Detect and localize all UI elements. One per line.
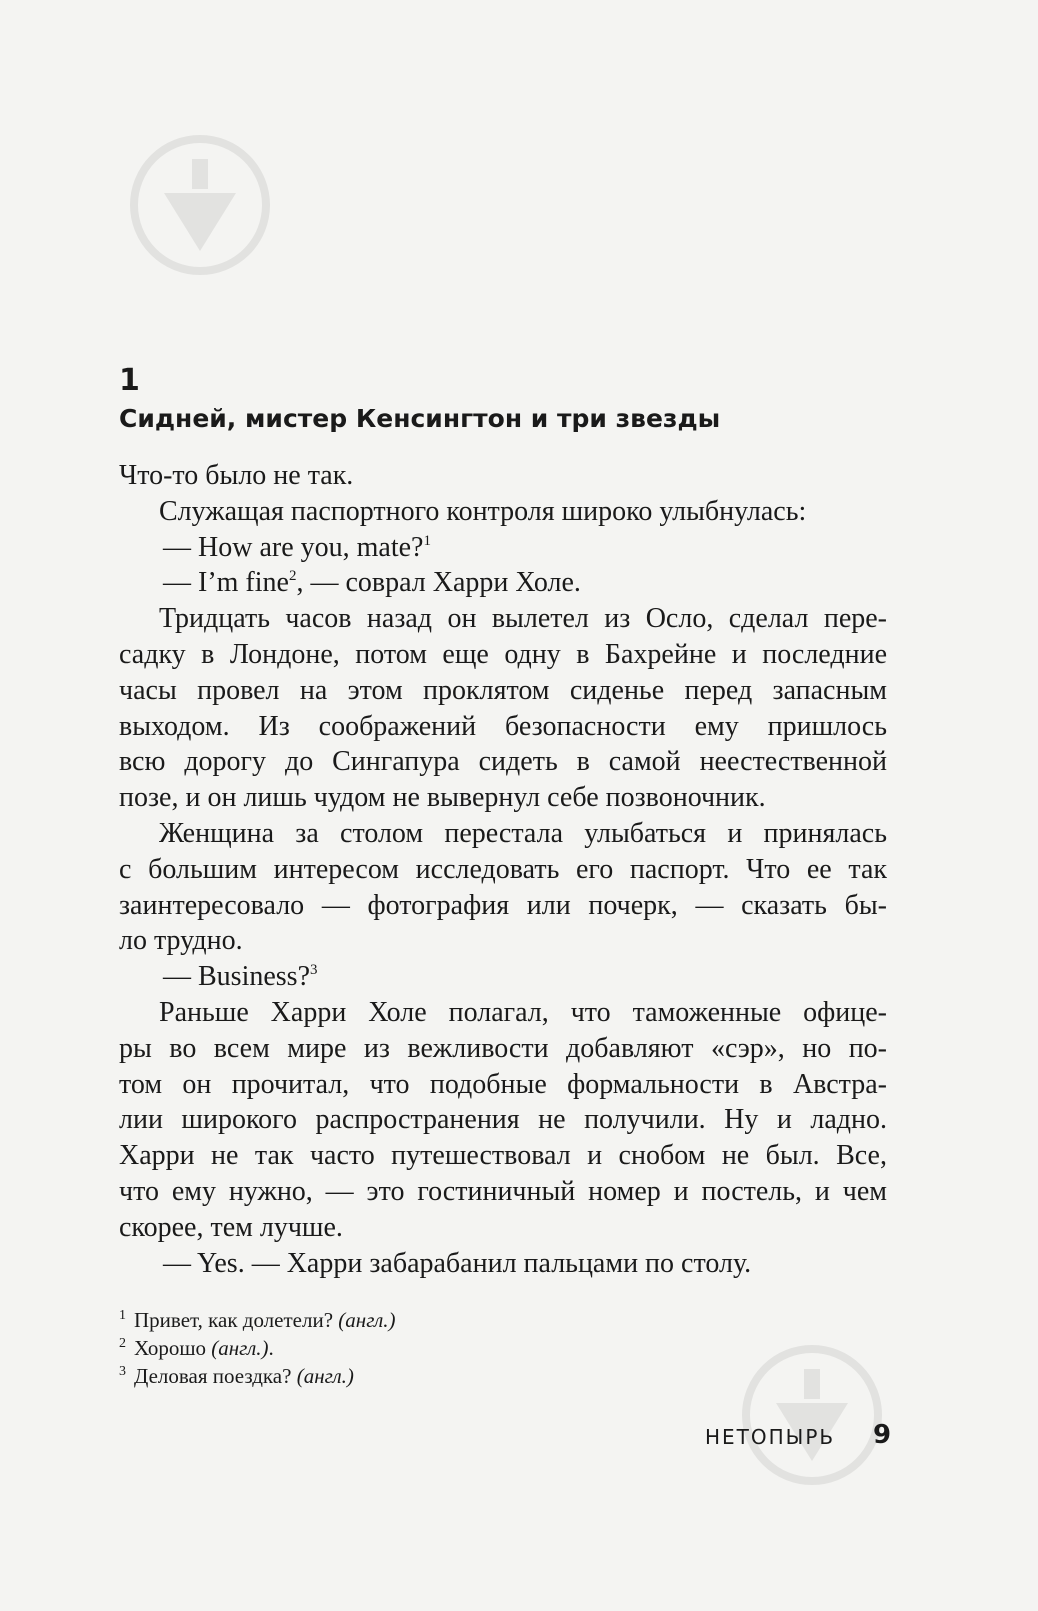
footnote-text: Деловая поездка? bbox=[134, 1364, 297, 1388]
watermark-download-icon bbox=[130, 135, 270, 275]
text-line: Раньше Харри Холе полагал, что таможенные офице- bbox=[159, 996, 887, 1028]
footnote-ref[interactable]: 2 bbox=[288, 568, 297, 585]
arrow-down-icon bbox=[770, 1369, 854, 1469]
footnote-text: Хорошо bbox=[134, 1336, 212, 1360]
footnote-trail: . bbox=[268, 1336, 274, 1360]
dialog-text: — Business? bbox=[163, 961, 310, 993]
text-line: выходом. Из соображений безопасности ему пришлось bbox=[119, 710, 887, 742]
footnote-number: 2 bbox=[119, 1336, 126, 1351]
footnotes bbox=[119, 1306, 719, 1390]
text-line: позе, и он лишь чудом не вывернул себе позвоночник. bbox=[119, 782, 766, 814]
footnote-lang: (англ.) bbox=[211, 1336, 269, 1360]
running-title: НЕТОПЫРЬ bbox=[705, 1425, 836, 1449]
text-line bbox=[119, 530, 887, 566]
dialog-text: , — соврал Харри Холе. bbox=[296, 567, 581, 599]
text-line bbox=[119, 959, 887, 995]
footnote bbox=[119, 1306, 719, 1334]
dialog-text: — How are you, mate? bbox=[163, 531, 424, 563]
text-line: заинтересовало — фотография или почерк, — сказать бы- bbox=[119, 889, 887, 921]
footnote bbox=[119, 1362, 719, 1390]
chapter-title: Сидней, мистер Кенсингтон и три звезды bbox=[119, 404, 721, 433]
text-line: с большим интересом исследовать его паспорт. Что ее так bbox=[119, 853, 887, 885]
text-line: ры во всем мире из вежливости добавляют «сэр», но по- bbox=[119, 1032, 887, 1064]
text-line: часы провел на этом проклятом сиденье перед запасным bbox=[119, 674, 887, 706]
chapter-number: 1 bbox=[119, 363, 140, 398]
text-line: Служащая паспортного контроля широко улыбнулась: bbox=[159, 495, 807, 527]
text-line: всю дорогу до Сингапура сидеть в самой неестественной bbox=[119, 746, 887, 778]
text-line: ло трудно. bbox=[119, 925, 243, 957]
footnote-lang: (англ.) bbox=[338, 1308, 396, 1332]
footnote-number: 3 bbox=[119, 1364, 126, 1379]
footnote bbox=[119, 1334, 719, 1362]
text-line bbox=[119, 565, 887, 601]
footnote-ref[interactable]: 1 bbox=[423, 532, 431, 549]
footnote-text: Привет, как долетели? bbox=[134, 1308, 339, 1332]
text-line: том он прочитал, что подобные формальности в Австра- bbox=[119, 1068, 887, 1100]
chapter-text bbox=[119, 458, 887, 1281]
text-line: садку в Лондоне, потом еще одну в Бахрейне и последние bbox=[119, 638, 887, 670]
text-line: Харри не так часто путешествовал и снобом не был. Все, bbox=[119, 1140, 887, 1172]
dialog-text: — I’m fine bbox=[163, 567, 289, 599]
text-line: лии широкого распространения не получили. Ну и ладно. bbox=[119, 1104, 887, 1136]
footnote-ref[interactable]: 3 bbox=[310, 962, 318, 979]
text-line: скорее, тем лучше. bbox=[119, 1211, 343, 1243]
text-line: Тридцать часов назад он вылетел из Осло, сделал пере- bbox=[159, 603, 887, 635]
footnote-lang: (англ.) bbox=[296, 1364, 354, 1388]
text-line: что ему нужно, — это гостиничный номер и постель, и чем bbox=[119, 1175, 887, 1207]
text-line: Что-то было не так. bbox=[119, 460, 354, 491]
text-line: Женщина за столом перестала улыбаться и принялась bbox=[159, 817, 887, 849]
text-line: — Yes. — Харри забарабанил пальцами по столу. bbox=[163, 1247, 752, 1279]
watermark-download-icon bbox=[742, 1345, 882, 1485]
page-number: 9 bbox=[873, 1420, 892, 1450]
arrow-down-icon bbox=[158, 159, 242, 259]
footnote-number: 1 bbox=[119, 1308, 126, 1323]
